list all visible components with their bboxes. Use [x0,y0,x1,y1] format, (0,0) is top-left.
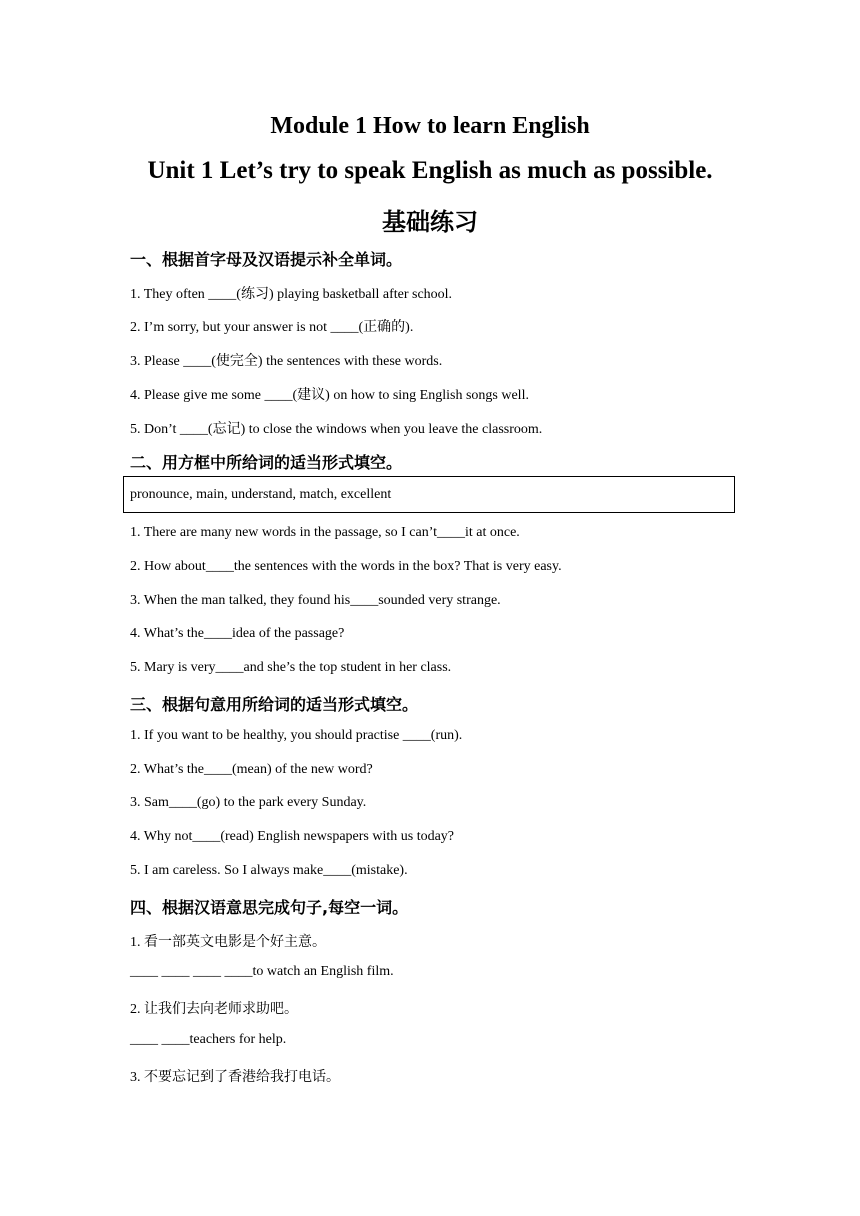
section-2-heading: 二、用方框中所给词的适当形式填空。 [130,453,403,472]
section-2-item-4: 4. What’s the____idea of the passage? [130,626,345,641]
section-2-item-3: 3. When the man talked, they found his____sounded very strange. [130,593,501,608]
section-4-item-2-prompt: 2. 让我们去向老师求助吧。 [130,1002,298,1017]
section-1-item-3: 3. Please ____(使完全) the sentences with these words. [130,354,443,369]
section-1-item-2: 2. I’m sorry, but your answer is not ____(正确的). [130,320,414,335]
section-4-item-3-prompt: 3. 不要忘记到了香港给我打电话。 [130,1070,340,1085]
section-4-item-1-answer: ____ ____ ____ ____to watch an English film. [130,964,394,979]
section-1-item-4: 4. Please give me some ____(建议) on how to sing English songs well. [130,388,529,403]
section-4-heading: 四、根据汉语意思完成句子,每空一词。 [130,898,409,917]
section-3-item-1: 1. If you want to be healthy, you should practise ____(run). [130,728,463,743]
section-2-item-5: 5. Mary is very____and she’s the top student in her class. [130,660,452,675]
module-title: Module 1 How to learn English [270,113,590,139]
section-4-item-1-prompt: 1. 看一部英文电影是个好主意。 [130,935,326,950]
section-3-item-5: 5. I am careless. So I always make____(mistake). [130,863,408,878]
section-1-item-5: 5. Don’t ____(忘记) to close the windows when you leave the classroom. [130,422,543,437]
word-box-text: pronounce, main, understand, match, excellent [130,487,392,502]
section-2-item-2: 2. How about____the sentences with the words in the box? That is very easy. [130,559,562,574]
unit-title: Unit 1 Let’s try to speak English as much as possible. [147,157,713,184]
exercise-title: 基础练习 [382,208,478,236]
section-3-item-3: 3. Sam____(go) to the park every Sunday. [130,795,367,810]
word-box [123,476,735,513]
section-4-item-2-answer: ____ ____teachers for help. [130,1032,287,1047]
section-3-item-4: 4. Why not____(read) English newspapers with us today? [130,829,455,844]
section-3-item-2: 2. What’s the____(mean) of the new word? [130,762,373,777]
section-3-heading: 三、根据句意用所给词的适当形式填空。 [130,695,419,714]
section-2-item-1: 1. There are many new words in the passage, so I can’t____it at once. [130,525,520,540]
section-1-heading: 一、根据首字母及汉语提示补全单词。 [130,250,403,269]
section-1-item-1: 1. They often ____(练习) playing basketball after school. [130,287,453,302]
